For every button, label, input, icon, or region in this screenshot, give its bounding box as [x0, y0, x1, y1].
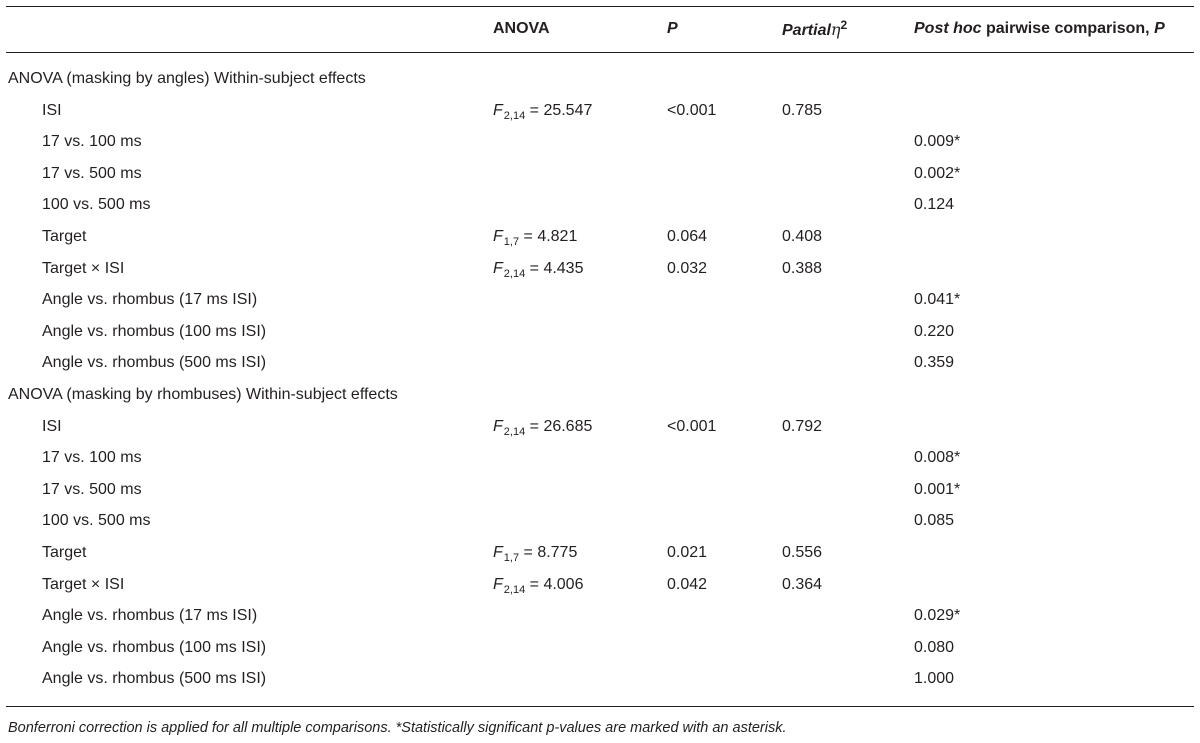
header-posthoc: Post hoc pairwise comparison, P — [914, 20, 1165, 37]
f-degrees-of-freedom: 2,14 — [503, 267, 526, 280]
header-partial-eta: Partialη$^2$ — [782, 18, 848, 39]
row-label: Angle vs. rhombus (500 ms ISI) — [42, 670, 267, 688]
f-value: = 25.547 — [525, 101, 593, 119]
posthoc-p-value: 0.124 — [914, 196, 955, 214]
posthoc-p-value: 0.041* — [914, 291, 961, 309]
row-label: Angle vs. rhombus (17 ms ISI) — [42, 291, 258, 309]
section-header-row — [0, 69, 1200, 101]
p-value: 0.021 — [667, 544, 708, 561]
partial-eta-squared: 0.792 — [782, 417, 823, 435]
p-value: <0.001 — [667, 101, 717, 119]
f-value: = 4.006 — [525, 575, 584, 593]
partial-eta-squared: 0.364 — [782, 575, 823, 593]
anova-f-statistic — [493, 417, 592, 438]
partial-eta-squared: 0.785 — [782, 101, 823, 119]
row-label: Target — [42, 228, 87, 245]
table-row — [0, 638, 1200, 670]
row-label: ISI — [42, 417, 62, 435]
header-rule — [6, 52, 1194, 53]
section-header-row — [0, 385, 1200, 417]
table-row — [0, 417, 1200, 449]
f-letter: F — [493, 228, 503, 245]
p-value: 0.042 — [667, 575, 708, 593]
table-row — [0, 132, 1200, 164]
p-value: 0.032 — [667, 259, 708, 277]
table-row — [0, 227, 1200, 259]
row-label: 17 vs. 100 ms — [42, 449, 142, 467]
anova-f-statistic — [493, 543, 577, 564]
table-row — [0, 480, 1200, 512]
row-label: 100 vs. 500 ms — [42, 196, 151, 214]
f-value: = 4.435 — [525, 259, 584, 277]
row-label: 17 vs. 500 ms — [42, 480, 142, 498]
f-degrees-of-freedom: 2,14 — [503, 109, 526, 122]
f-degrees-of-freedom: 1,7 — [503, 552, 520, 564]
row-label: Angle vs. rhombus (500 ms ISI) — [42, 354, 267, 372]
anova-f-statistic — [493, 227, 577, 248]
section-title: ANOVA (masking by angles) Within-subject effects — [8, 70, 366, 87]
row-label: Target × ISI — [42, 575, 125, 593]
table-row — [0, 290, 1200, 322]
posthoc-p-value: 0.220 — [914, 322, 955, 340]
posthoc-p-value: 0.085 — [914, 512, 955, 530]
table-footnote: Bonferroni correction is applied for all multiple comparisons. *Statistically significant p-values are marked with an asterisk. — [8, 720, 787, 736]
row-label: ISI — [42, 101, 62, 119]
table-row — [0, 606, 1200, 638]
top-rule — [6, 6, 1194, 7]
f-value: = 4.821 — [519, 228, 578, 245]
anova-f-statistic — [493, 259, 583, 280]
posthoc-p-value: 0.080 — [914, 638, 955, 656]
posthoc-p-value: 0.009* — [914, 133, 961, 151]
f-letter: F — [493, 544, 503, 561]
row-label: 17 vs. 100 ms — [42, 133, 142, 151]
header-anova: ANOVA — [493, 20, 550, 37]
section-title: ANOVA (masking by rhombuses) Within-subject effects — [8, 386, 398, 403]
table-row — [0, 669, 1200, 701]
row-label: Angle vs. rhombus (100 ms ISI) — [42, 322, 267, 340]
partial-eta-squared: 0.556 — [782, 544, 823, 561]
partial-eta-squared: 0.388 — [782, 259, 823, 277]
table-row — [0, 448, 1200, 480]
table-row — [0, 259, 1200, 291]
f-letter: F — [493, 101, 503, 119]
posthoc-p-value: 0.001* — [914, 480, 961, 498]
row-label: 100 vs. 500 ms — [42, 512, 151, 530]
partial-eta-squared: 0.408 — [782, 228, 823, 245]
anova-f-statistic — [493, 101, 592, 122]
f-letter: F — [493, 259, 503, 277]
row-label: Angle vs. rhombus (100 ms ISI) — [42, 638, 267, 656]
row-label: Target × ISI — [42, 259, 125, 277]
table-row — [0, 322, 1200, 354]
p-value: 0.064 — [667, 228, 708, 245]
f-degrees-of-freedom: 2,14 — [503, 583, 526, 596]
anova-f-statistic — [493, 575, 583, 596]
table-row — [0, 164, 1200, 196]
table-row — [0, 353, 1200, 385]
table-row — [0, 511, 1200, 543]
posthoc-p-value: 0.029* — [914, 607, 961, 625]
posthoc-p-value: 0.359 — [914, 354, 955, 372]
table-row — [0, 101, 1200, 133]
posthoc-p-value: 1.000 — [914, 670, 955, 688]
header-p: P — [667, 20, 678, 37]
table-row — [0, 195, 1200, 227]
f-value: = 8.775 — [519, 544, 578, 561]
row-label: Target — [42, 544, 87, 561]
f-degrees-of-freedom: 2,14 — [503, 425, 526, 438]
row-label: 17 vs. 500 ms — [42, 164, 142, 182]
row-label: Angle vs. rhombus (17 ms ISI) — [42, 607, 258, 625]
posthoc-p-value: 0.008* — [914, 449, 961, 467]
p-value: <0.001 — [667, 417, 717, 435]
bottom-rule — [6, 706, 1194, 707]
f-letter: F — [493, 417, 503, 435]
table-row — [0, 575, 1200, 607]
f-degrees-of-freedom: 1,7 — [503, 236, 520, 248]
f-letter: F — [493, 575, 503, 593]
table-row — [0, 543, 1200, 575]
f-value: = 26.685 — [525, 417, 593, 435]
posthoc-p-value: 0.002* — [914, 164, 961, 182]
